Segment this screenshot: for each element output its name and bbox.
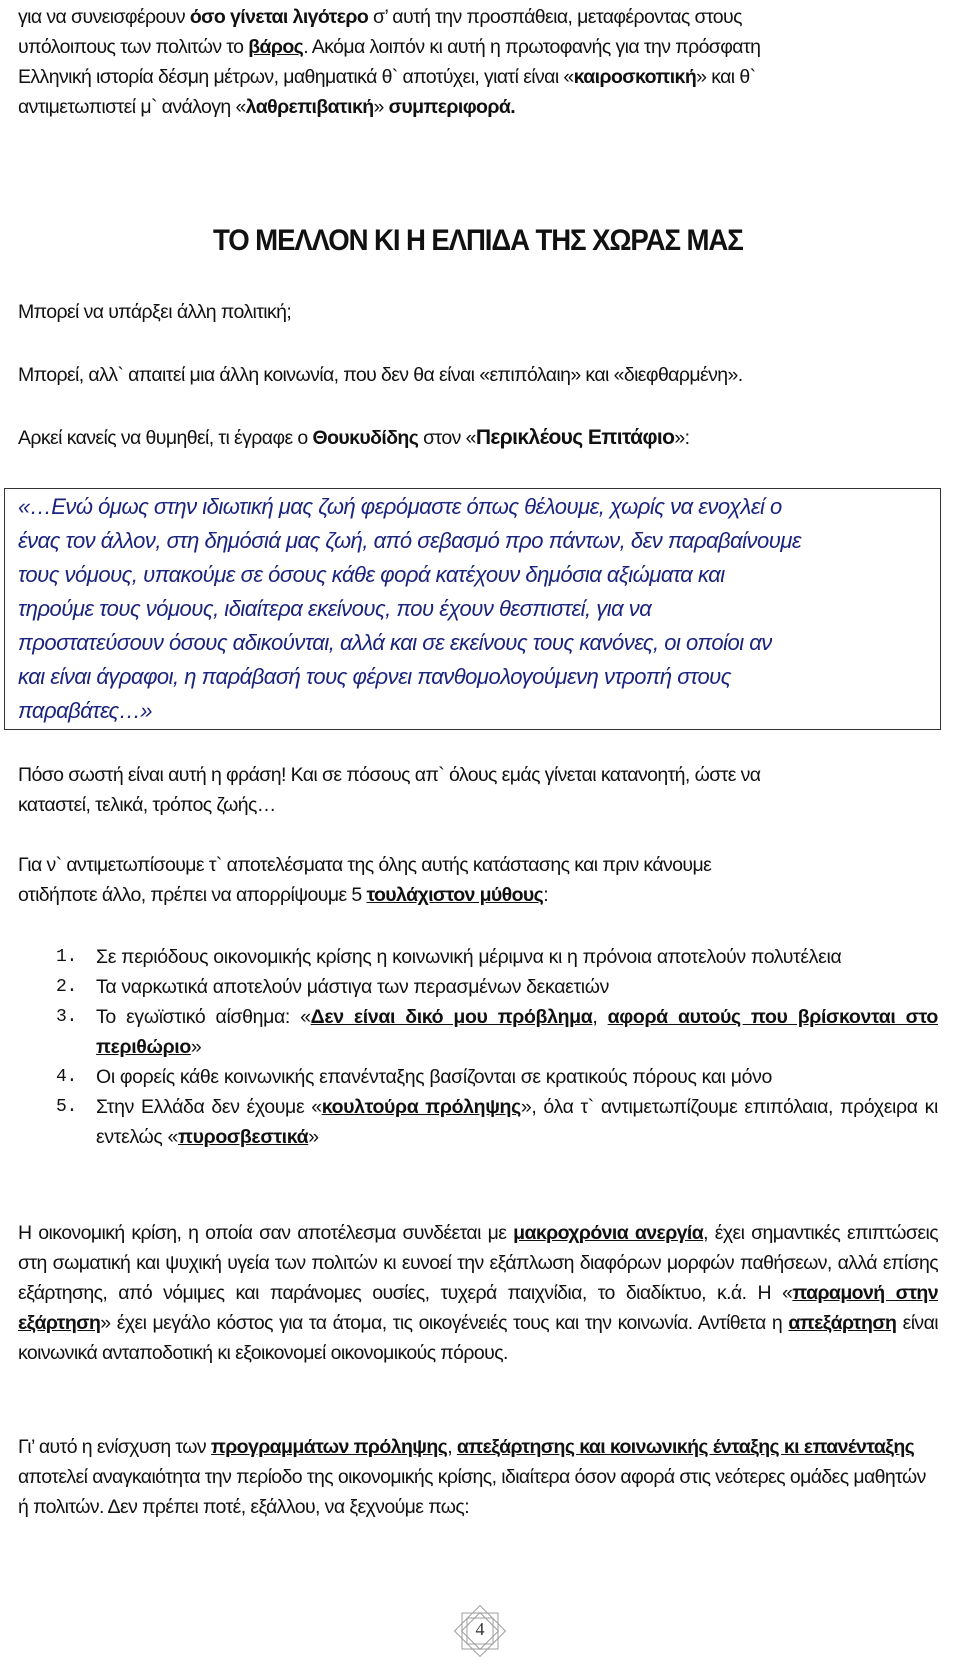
bold-underlined-run: μακροχρόνια ανεργία [513,1222,704,1244]
intro-line-3 [18,62,938,92]
list-text [96,942,938,972]
quote-line: παραβάτες…» [18,698,152,723]
page-number: 4 [475,1619,485,1639]
text-run: για να συνεισφέρουν [18,6,190,28]
text-run: Γι’ αυτό η ενίσχυση των [18,1436,211,1458]
list-item [56,942,938,972]
bold-underlined-run: προγραμμάτων πρόληψης [210,1436,448,1458]
text-line: Πόσο σωστή είναι αυτή η φράση! Και σε πόσους απ` όλους εμάς γίνεται κατανοητή, ώστε να [18,764,761,786]
text-line [18,880,938,910]
text-run: , [447,1436,457,1458]
bold-run: Περικλέους Επιτάφιο [475,426,675,449]
myths-intro-paragraph [18,850,938,910]
question-line: Μπορεί να υπάρξει άλλη πολιτική; [18,301,292,323]
bold-underlined-run: πυροσβεστικά [178,1126,309,1148]
list-item [56,1092,938,1152]
text-line: καταστεί, τελικά, τρόπος ζωής… [18,794,276,816]
text-run: » και θ` [696,66,756,88]
text-run: Σε περιόδους οικονομικής κρίσης η κοινωνική μέριμνα κι η πρόνοια αποτελούν πολυτέλεια [96,946,842,968]
quote-line: «…Ενώ όμως στην ιδιωτική μας ζωή φερόμαστε όπως θέλουμε, χωρίς να ενοχλεί ο [18,494,782,519]
text-run: »: [674,427,690,449]
list-item [56,1062,938,1092]
intro-paragraph [18,2,938,122]
programs-paragraph [18,1432,938,1522]
bold-underlined-run: βάρος [248,36,304,58]
bold-underlined-run: Δεν είναι δικό μου πρόβλημα [310,1006,593,1028]
bold-underlined-run: απεξάρτησης και κοινωνικής ένταξης κι επανένταξης [456,1436,915,1458]
text-run: » [190,1036,202,1058]
quote-line: προστατεύσουν όσους αδικούνται, αλλά και σε εκείνους τους κανόνες, οι οποίοι αν [18,630,772,655]
epitaph-quote [18,490,938,728]
intro-line-4 [18,92,938,122]
quote-line: τους νόμους, υπακούμε σε όσους κάθε φορά κατέχουν δημόσια αξιώματα και [18,562,725,587]
text-run: » [308,1126,319,1148]
text-run: οτιδήποτε άλλο, πρέπει να απορρίψουμε 5 [18,884,367,906]
text-run: Στην Ελλάδα δεν έχουμε « [96,1096,322,1118]
quote-line: τηρούμε τους νόμους, ιδιαίτερα εκείνους, που έχουν θεσπιστεί, για να [18,596,652,621]
bold-underlined-run: παραμονή στην εξάρτηση [18,1282,938,1334]
bold-run: συμπεριφορά [388,96,511,118]
myths-list [56,942,938,1152]
list-text [96,1062,938,1092]
bold-run: Θουκυδίδης [312,427,419,449]
bold-underlined-run: κουλτούρα πρόληψης [321,1096,521,1118]
text-run: , έχει σημαντικές επιπτώσεις στη σωματική και ψυχική υγεία των πολιτών κι ευνοεί την εξάπλωση διαφόρων μορφών παθήσεων, αλλά επίσης εξάρτησης, από νόμιμες και παράνομες ουσίες, τυχερά παιχνίδια, το διαδίκτυο, κ.ά. Η « [18,1222,938,1304]
list-number: 1. [56,947,77,967]
text-run: : [543,884,549,906]
reflection-paragraph [18,760,938,820]
text-run: Η οικονομική κρίση, η οποία σαν αποτέλεσμα συνδέεται με [18,1222,514,1244]
list-text [96,1002,938,1062]
text-run: Οι φορείς κάθε κοινωνικής επανένταξης βασίζονται σε κρατικούς πόρους και μόνο [96,1066,772,1088]
list-number: 3. [56,1007,77,1027]
list-item [56,972,938,1002]
text-run: » έχει μεγάλο κόστος για τα άτομα, τις οικογένειές τους και την κοινωνία. Αντίθετα η [100,1312,789,1334]
text-run: » [373,96,389,118]
text-run: Αρκεί κανείς να θυμηθεί, τι έγραφε ο [18,427,313,449]
bold-underlined-run: τουλάχιστον μύθους [366,884,544,906]
list-text [96,972,938,1002]
list-text [96,1092,938,1152]
text-run: αποτελεί αναγκαιότητα την περίοδο της οικονομικής κρίσης, ιδιαίτερα όσον αφορά στις νεότερες ομάδες μαθητών ή πολιτών. Δεν πρέπει ποτέ, εξάλλου, να ξεχνούμε πως: [18,1466,926,1518]
list-item [56,1002,938,1062]
text-line: Για ν` αντιμετωπίσουμε τ` αποτελέσματα της όλης αυτής κατάστασης και πριν κάνουμε [18,854,712,876]
page-number-badge [449,1600,511,1662]
list-number: 5. [56,1097,77,1117]
text-run: υπόλοιπους των πολιτών το [18,36,249,58]
answer-line: Μπορεί, αλλ` απαιτεί μια άλλη κοινωνία, που δεν θα είναι «επιπόλαιη» και «διεφθαρμένη». [18,364,743,386]
bold-run: λαθρεπιβατική [245,96,374,118]
text-run: είναι κοινωνικά ανταποδοτική κι εξοικονομεί οικονομικούς πόρους. [18,1312,938,1364]
thucydides-line [18,423,689,453]
text-run: σ’ αυτή την προσπάθεια, μεταφέροντας στους [368,6,742,28]
list-number: 2. [56,977,77,997]
crisis-paragraph [18,1218,938,1368]
section-heading: ΤΟ ΜΕΛΛΟΝ ΚΙ Η ΕΛΠΙΔΑ ΤΗΣ ΧΩΡΑΣ ΜΑΣ [213,224,743,257]
list-number: 4. [56,1067,77,1087]
text-run: Ελληνική ιστορία δέσμη μέτρων, μαθηματικά θ` αποτύχει, γιατί είναι « [18,66,574,88]
bold-underlined-run: αφορά αυτούς που βρίσκονται στο περιθώριο [96,1006,938,1058]
text-run: , [592,1006,608,1028]
text-run: αντιμετωπιστεί μ` ανάλογη « [18,96,246,118]
text-run: . Ακόμα λοιπόν κι αυτή η πρωτοφανής για την πρόσφατη [303,36,761,58]
text-run: στον « [418,427,476,449]
bold-underlined-run: απεξάρτηση [788,1312,897,1334]
text-run: Το εγωϊστικό αίσθημα: « [96,1006,311,1028]
text-run: », όλα τ` αντιμετωπίζουμε επιπόλαια, πρόχειρα κι εντελώς « [96,1096,938,1148]
bold-run: όσο γίνεται λιγότερο [189,6,369,28]
text-run: Τα ναρκωτικά αποτελούν μάστιγα των περασμένων δεκαετιών [96,976,610,998]
quote-line: και είναι άγραφοι, η παράβασή τους φέρνει πανθομολογούμενη ντροπή στους [18,664,731,689]
bold-run: καιροσκοπική [573,66,697,88]
quote-line: ένας τον άλλον, στη δημόσιά μας ζωή, από σεβασμό προ πάντων, δεν παραβαίνουμε [18,528,802,553]
intro-line-2 [18,32,938,62]
text-run: . [510,96,516,118]
intro-line-1 [18,2,938,32]
